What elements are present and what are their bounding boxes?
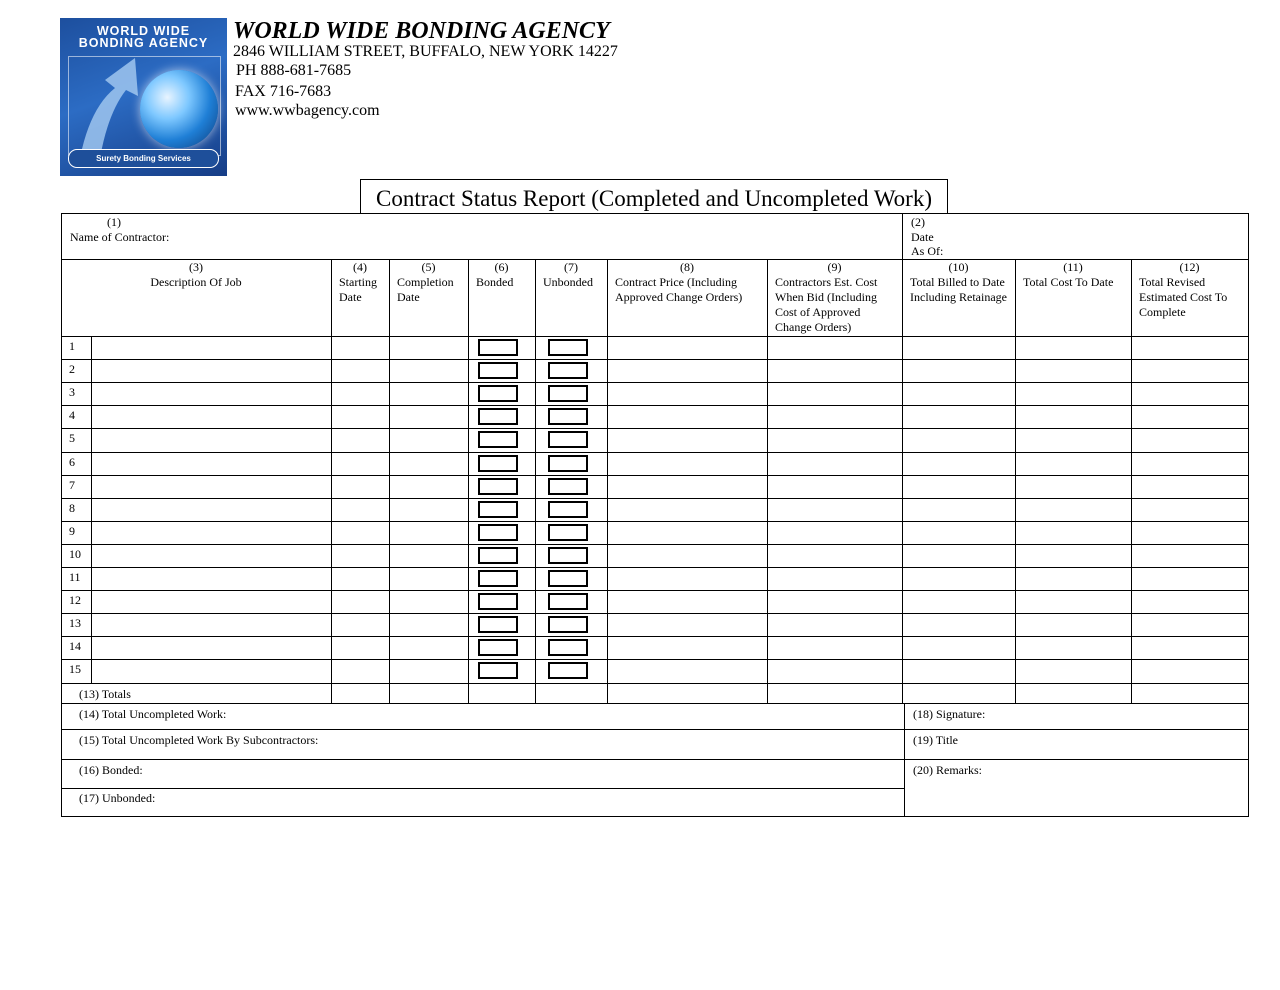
column-5-header: Completion Date: [397, 275, 454, 304]
column-10-header: Total Billed to Date Including Retainage: [910, 275, 1007, 304]
column-8-number: (8): [680, 260, 694, 274]
unbonded-checkbox[interactable]: [548, 385, 588, 402]
column-12-header: Total Revised Estimated Cost To Complete: [1139, 275, 1228, 319]
globe-icon: [140, 70, 218, 148]
bonded-checkbox[interactable]: [478, 524, 518, 541]
unbonded-total-field[interactable]: (17) Unbonded:: [79, 791, 156, 805]
form-border-bottom: [61, 816, 905, 817]
form-border-top: [61, 213, 1248, 214]
total-uncompleted-work-field[interactable]: (14) Total Uncompleted Work:: [79, 707, 227, 721]
row-number: 7: [69, 478, 75, 492]
title-field[interactable]: (19) Title: [913, 733, 959, 747]
unbonded-checkbox[interactable]: [548, 547, 588, 564]
job-description-field[interactable]: [93, 430, 329, 448]
date-divider: [902, 213, 903, 259]
unbonded-checkbox[interactable]: [548, 455, 588, 472]
job-description-field[interactable]: [93, 338, 329, 356]
row-number: 1: [69, 339, 75, 353]
bonded-checkbox[interactable]: [478, 385, 518, 402]
unbonded-checkbox[interactable]: [548, 408, 588, 425]
row-number: 4: [69, 408, 75, 422]
row-line: [61, 613, 1248, 614]
logo-line-1: WORLD WIDE: [96, 24, 191, 38]
column-4-number: (4): [353, 260, 367, 274]
job-description-field[interactable]: [93, 569, 329, 587]
column-10-number: (10): [948, 260, 969, 274]
bonded-total-field[interactable]: (16) Bonded:: [79, 763, 143, 777]
row-number: 9: [69, 524, 75, 538]
unbonded-checkbox[interactable]: [548, 431, 588, 448]
unbonded-checkbox[interactable]: [548, 593, 588, 610]
column-line: [535, 259, 536, 703]
row-line: [61, 382, 1248, 383]
form-border-left: [61, 213, 62, 816]
agency-website: www.wwbagency.com: [235, 102, 380, 119]
agency-logo: [60, 18, 227, 176]
unbonded-checkbox[interactable]: [548, 662, 588, 679]
unbonded-checkbox[interactable]: [548, 478, 588, 495]
table-header-bottom: [61, 336, 1248, 337]
row-number: 3: [69, 385, 75, 399]
bonded-checkbox[interactable]: [478, 662, 518, 679]
row-number: 15: [69, 662, 81, 676]
job-description-field[interactable]: [93, 523, 329, 541]
logo-line-2: BONDING AGENCY: [78, 36, 209, 50]
row-line: [61, 359, 1248, 360]
column-9-header: Contractors Est. Cost When Bid (Including Cost of Approved Change Orders): [775, 275, 878, 334]
row-line: [61, 683, 1248, 684]
job-description-field[interactable]: [93, 407, 329, 425]
column-5-number: (5): [421, 260, 436, 274]
column-9-number: (9): [827, 260, 842, 274]
bonded-checkbox[interactable]: [478, 431, 518, 448]
remarks-field[interactable]: (20) Remarks:: [913, 763, 982, 777]
contractor-number: (1): [107, 215, 121, 229]
bonded-checkbox[interactable]: [478, 501, 518, 518]
logo-tagline: Surety Bonding Services: [68, 149, 219, 168]
unbonded-checkbox[interactable]: [548, 639, 588, 656]
row-line: [61, 498, 1248, 499]
column-line: [1015, 259, 1016, 703]
bonded-checkbox[interactable]: [478, 339, 518, 356]
agency-phone: PH 888-681-7685: [236, 62, 352, 79]
column-4-header: Starting Date: [339, 275, 377, 304]
row-number: 5: [69, 431, 75, 445]
column-8-header: Contract Price (Including Approved Change Orders): [615, 275, 743, 304]
row-number-divider: [91, 336, 92, 683]
bonded-checkbox[interactable]: [478, 616, 518, 633]
column-11-header: Total Cost To Date: [1023, 275, 1114, 289]
bonded-checkbox[interactable]: [478, 593, 518, 610]
row-line: [61, 590, 1248, 591]
job-description-field[interactable]: [93, 592, 329, 610]
bonded-checkbox[interactable]: [478, 408, 518, 425]
row-line: [61, 428, 1248, 429]
column-line: [468, 259, 469, 703]
bonded-checkbox[interactable]: [478, 547, 518, 564]
signature-field[interactable]: (18) Signature:: [913, 707, 986, 721]
column-11-number: (11): [1063, 260, 1083, 274]
bottom-row-line: [61, 788, 904, 789]
date-label: Date: [911, 230, 934, 244]
column-6-header: Bonded: [476, 275, 514, 289]
row-line: [61, 636, 1248, 637]
unbonded-checkbox[interactable]: [548, 339, 588, 356]
bonded-checkbox[interactable]: [478, 570, 518, 587]
form-title: Contract Status Report (Completed and Uncompleted Work): [360, 179, 948, 213]
column-line: [902, 259, 903, 703]
unbonded-checkbox[interactable]: [548, 362, 588, 379]
row-number: 10: [69, 547, 81, 561]
right-row-line: [904, 759, 1248, 760]
right-row-line: [904, 729, 1248, 730]
job-description-field[interactable]: [93, 500, 329, 518]
row-number: 13: [69, 616, 81, 630]
row-line: [61, 567, 1248, 568]
row-line: [61, 475, 1248, 476]
form-border-right: [1248, 213, 1249, 816]
column-6-number: (6): [494, 260, 509, 274]
column-line: [767, 259, 768, 703]
agency-address: 2846 WILLIAM STREET, BUFFALO, NEW YORK 14227: [233, 43, 618, 60]
row-number: 11: [69, 570, 81, 584]
agency-fax: FAX 716-7683: [235, 83, 332, 100]
unbonded-checkbox[interactable]: [548, 501, 588, 518]
unbonded-checkbox[interactable]: [548, 524, 588, 541]
date-as-of-field[interactable]: As Of:: [911, 244, 944, 258]
agency-name: WORLD WIDE BONDING AGENCY: [233, 18, 610, 44]
row-line: [61, 452, 1248, 453]
job-description-field[interactable]: [93, 384, 329, 402]
row-number: 8: [69, 501, 75, 515]
job-description-field[interactable]: [93, 615, 329, 633]
unbonded-checkbox[interactable]: [548, 570, 588, 587]
form-border-bottom-right: [904, 816, 1249, 817]
column-3-header: Description Of Job: [150, 275, 242, 289]
job-description-field[interactable]: [93, 546, 329, 564]
row-number: 2: [69, 362, 75, 376]
job-description-field[interactable]: [93, 361, 329, 379]
column-3-number: (3): [189, 260, 203, 274]
job-description-field[interactable]: [93, 661, 329, 679]
job-description-field[interactable]: [93, 638, 329, 656]
unbonded-checkbox[interactable]: [548, 616, 588, 633]
column-line: [389, 259, 390, 703]
column-7-header: Unbonded: [543, 275, 593, 289]
contractor-name-field[interactable]: Name of Contractor:: [70, 230, 170, 244]
column-line: [1131, 259, 1132, 703]
column-7-number: (7): [564, 260, 578, 274]
bottom-row-line: [61, 759, 904, 760]
totals-bottom: [61, 703, 1248, 704]
date-number: (2): [911, 215, 925, 229]
row-line: [61, 405, 1248, 406]
job-description-field[interactable]: [93, 477, 329, 495]
column-line: [331, 259, 332, 703]
total-uncompleted-subcontractors-field[interactable]: (15) Total Uncompleted Work By Subcontractors:: [79, 733, 319, 747]
row-line: [61, 521, 1248, 522]
bonded-checkbox[interactable]: [478, 478, 518, 495]
bonded-checkbox[interactable]: [478, 362, 518, 379]
bonded-checkbox[interactable]: [478, 639, 518, 656]
row-number: 14: [69, 639, 81, 653]
row-number: 6: [69, 455, 75, 469]
row-number: 12: [69, 593, 81, 607]
totals-label: (13) Totals: [79, 687, 131, 701]
column-line: [607, 259, 608, 703]
job-description-field[interactable]: [93, 454, 329, 472]
row-line: [61, 659, 1248, 660]
bottom-row-line: [61, 729, 904, 730]
bonded-checkbox[interactable]: [478, 455, 518, 472]
row-line: [61, 544, 1248, 545]
column-12-number: (12): [1179, 260, 1200, 274]
